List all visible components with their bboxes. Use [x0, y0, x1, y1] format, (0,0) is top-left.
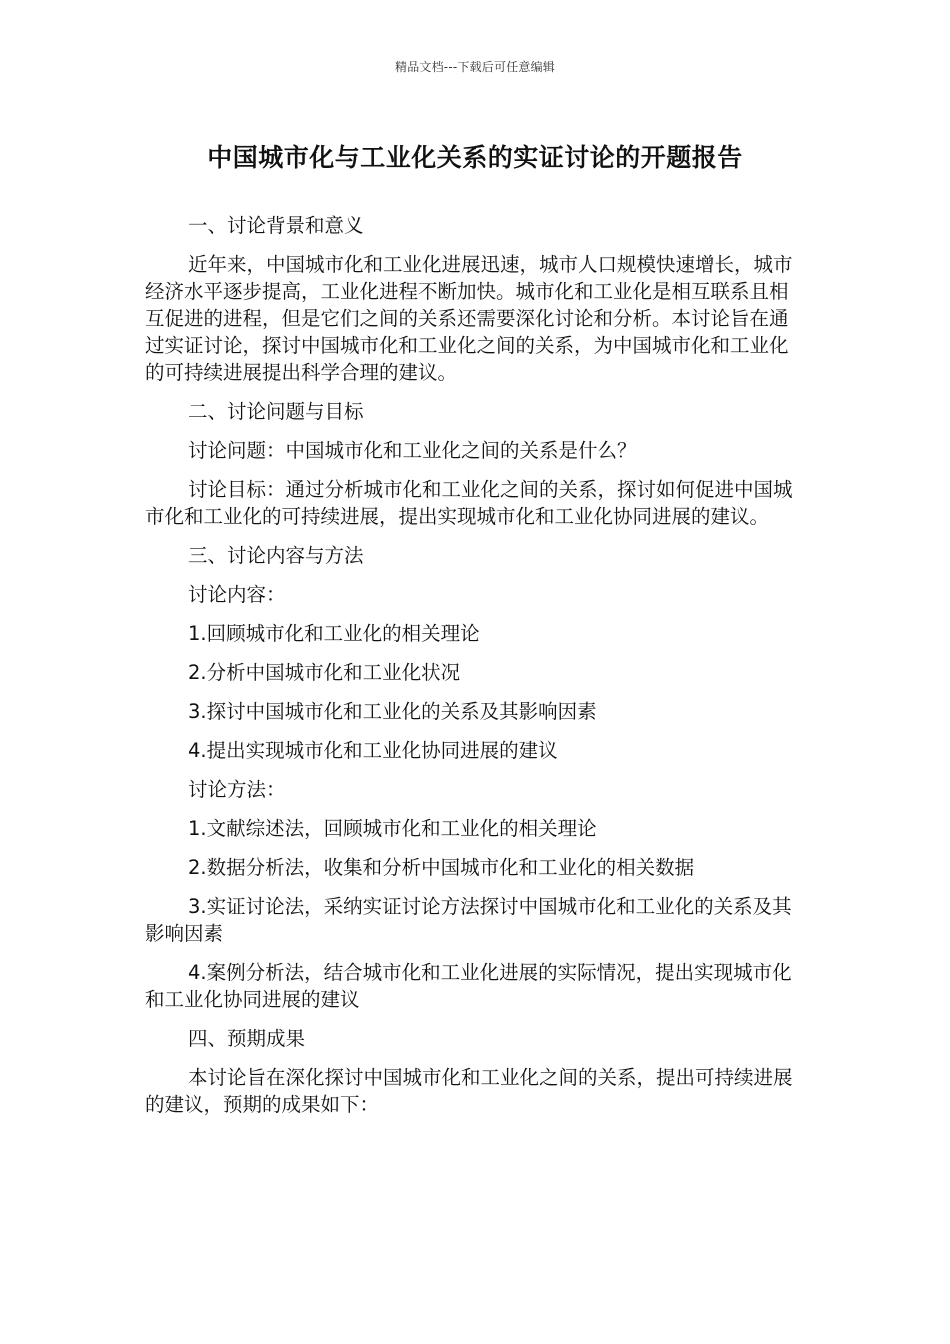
paragraph-expected-results: 本讨论旨在深化探讨中国城市化和工业化之间的关系，提出可持续进展的建议，预期的成果如下：	[145, 1066, 793, 1116]
section-heading-background: 一、讨论背景和意义	[188, 214, 364, 237]
section-heading-questions: 二、讨论问题与目标	[188, 400, 364, 423]
document-title: 中国城市化与工业化关系的实证讨论的开题报告	[207, 143, 743, 172]
list-item-method-1: 1.文献综述法，回顾城市化和工业化的相关理论	[188, 817, 597, 840]
paragraph-methods-label: 讨论方法：	[188, 778, 286, 801]
list-item-method-3: 3.实证讨论法，采纳实证讨论方法探讨中国城市化和工业化的关系及其影响因素	[145, 895, 792, 945]
paragraph-research-goal: 讨论目标：通过分析城市化和工业化之间的关系，探讨如何促进中国城市化和工业化的可持续进展，提出实现城市化和工业化协同进展的建议。	[145, 478, 793, 528]
document-body	[145, 212, 795, 1130]
section-heading-expected-results: 四、预期成果	[188, 1027, 306, 1050]
list-item-content-2: 2.分析中国城市化和工业化状况	[188, 661, 461, 684]
list-item-content-3: 3.探讨中国城市化和工业化的关系及其影响因素	[188, 700, 597, 723]
list-item-content-1: 1.回顾城市化和工业化的相关理论	[188, 622, 480, 645]
paragraph-content-label: 讨论内容：	[188, 583, 286, 606]
paragraph-background: 近年来，中国城市化和工业化进展迅速，城市人口规模快速增长，城市经济水平逐步提高，工业化进程不断加快。城市化和工业化是相互联系且相互促进的进程，但是它们之间的关系还需要深化讨论和分析。本讨论旨在通过实证讨论，探讨中国城市化和工业化之间的关系，为中国城市化和工业化的可持续进展提出科学合理的建议。	[145, 253, 793, 384]
section-heading-content-methods: 三、讨论内容与方法	[188, 544, 364, 567]
list-item-method-2: 2.数据分析法，收集和分析中国城市化和工业化的相关数据	[188, 856, 695, 879]
paragraph-research-question: 讨论问题：中国城市化和工业化之间的关系是什么？	[188, 439, 637, 462]
header-note: 精品文档---下载后可任意编辑	[395, 60, 555, 74]
list-item-method-4: 4.案例分析法，结合城市化和工业化进展的实际情况，提出实现城市化和工业化协同进展的建议	[145, 961, 792, 1011]
list-item-content-4: 4.提出实现城市化和工业化协同进展的建议	[188, 739, 558, 762]
